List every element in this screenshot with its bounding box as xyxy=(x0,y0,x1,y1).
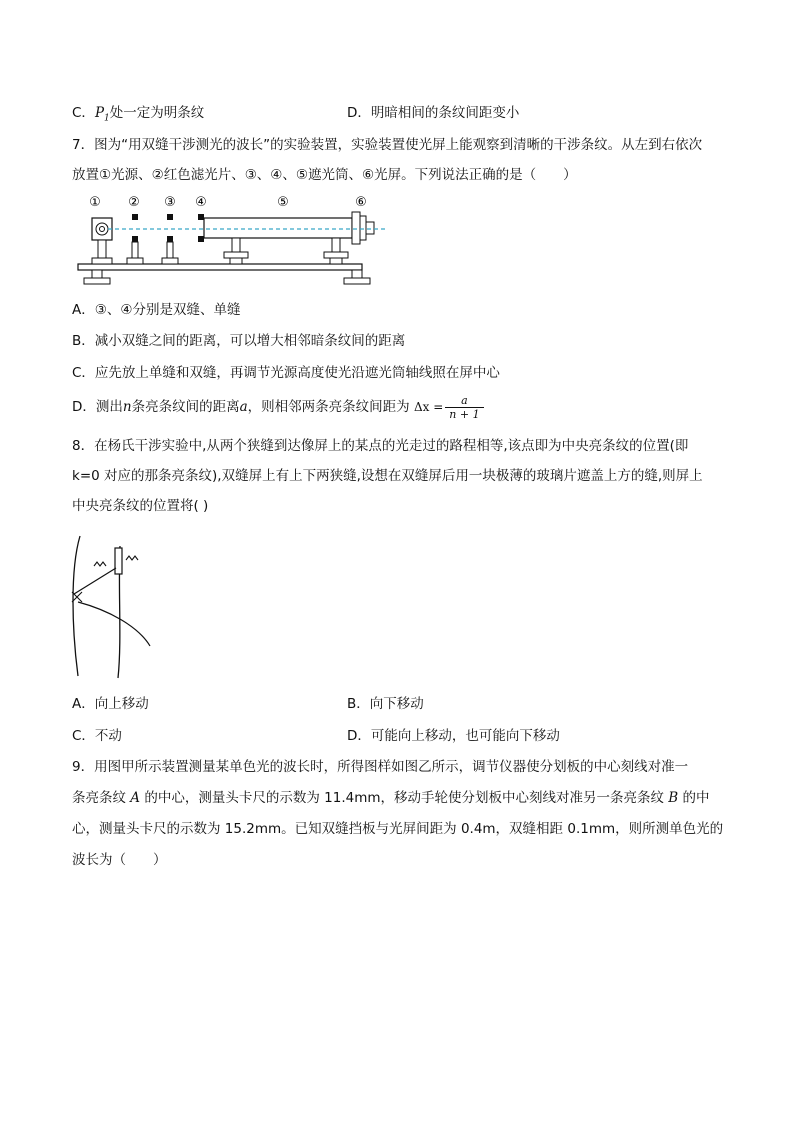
q8-option-a: A．向上移动 xyxy=(72,696,149,712)
q6-option-c: C．$P_1$处一定为明条纹 xyxy=(72,105,205,124)
q7-option-a: A．③、④分别是双缝、单缝 xyxy=(72,302,241,318)
q6-option-d: D．明暗相间的条纹间距变小 xyxy=(347,105,520,121)
q9-line1: 9．用图甲所示装置测量某单色光的波长时，所得图样如图乙所示，调节仪器使分划板的中心刻线对准一 xyxy=(72,759,689,775)
q7-apparatus-figure xyxy=(72,192,402,292)
q8-option-c: C．不动 xyxy=(72,728,122,744)
q9-line3: 心，测量头卡尺的示数为 15.2mm。已知双缝挡板与光屏间距为 0.4m，双缝相距 0.1mm，则所测单色光的 xyxy=(72,821,724,837)
label-1: ① xyxy=(89,195,101,210)
q8-sketch-figure xyxy=(68,530,168,682)
q7-option-d: D．测出n条亮条纹间的距离a，则相邻两条亮条纹间距为 Δx = $\frac{a}{n + 1}$ xyxy=(72,392,484,422)
q8-stem-line2: k=0 对应的那条亮条纹),双缝屏上有上下两狭缝,设想在双缝屏后用一块极薄的玻璃片遮盖上方的缝,则屏上 xyxy=(72,468,703,484)
q7-stem-line2: 放置①光源、②红色滤光片、③、④、⑤遮光筒、⑥光屏。下列说法正确的是（ ） xyxy=(72,167,577,183)
q7-option-b: B．减小双缝之间的距离，可以增大相邻暗条纹间的距离 xyxy=(72,333,406,349)
q8-stem-line1: 8．在杨氏干涉实验中,从两个狭缝到达像屏上的某点的光走过的路程相等,该点即为中央亮条纹的位置(即 xyxy=(72,438,689,454)
q8-stem-line3: 中央亮条纹的位置将( ) xyxy=(72,498,209,514)
q7-formula-fraction: $\frac{a}{n + 1}$ xyxy=(445,394,483,421)
q9-line4: 波长为（ ） xyxy=(72,852,167,868)
label-6: ⑥ xyxy=(355,195,367,210)
q8-option-d: D．可能向上移动，也可能向下移动 xyxy=(347,728,560,744)
label-3: ③ xyxy=(164,195,176,210)
q8-option-b: B．向下移动 xyxy=(347,696,424,712)
q9-line2: 条亮条纹 A 的中心，测量头卡尺的示数为 11.4mm，移动手轮使分划板中心刻线对准另一条亮条纹 B 的中 xyxy=(72,790,710,806)
label-4: ④ xyxy=(195,195,207,210)
q7-stem-line1: 7．图为“用双缝干涉测光的波长”的实验装置，实验装置使光屏上能观察到清晰的干涉条纹。从左到右依次 xyxy=(72,137,703,153)
q7-formula-lhs: Δx = xyxy=(413,400,444,414)
q7-option-c: C．应先放上单缝和双缝，再调节光源高度使光沿遮光筒轴线照在屏中心 xyxy=(72,365,500,381)
label-5: ⑤ xyxy=(277,195,289,210)
label-2: ② xyxy=(128,195,140,210)
